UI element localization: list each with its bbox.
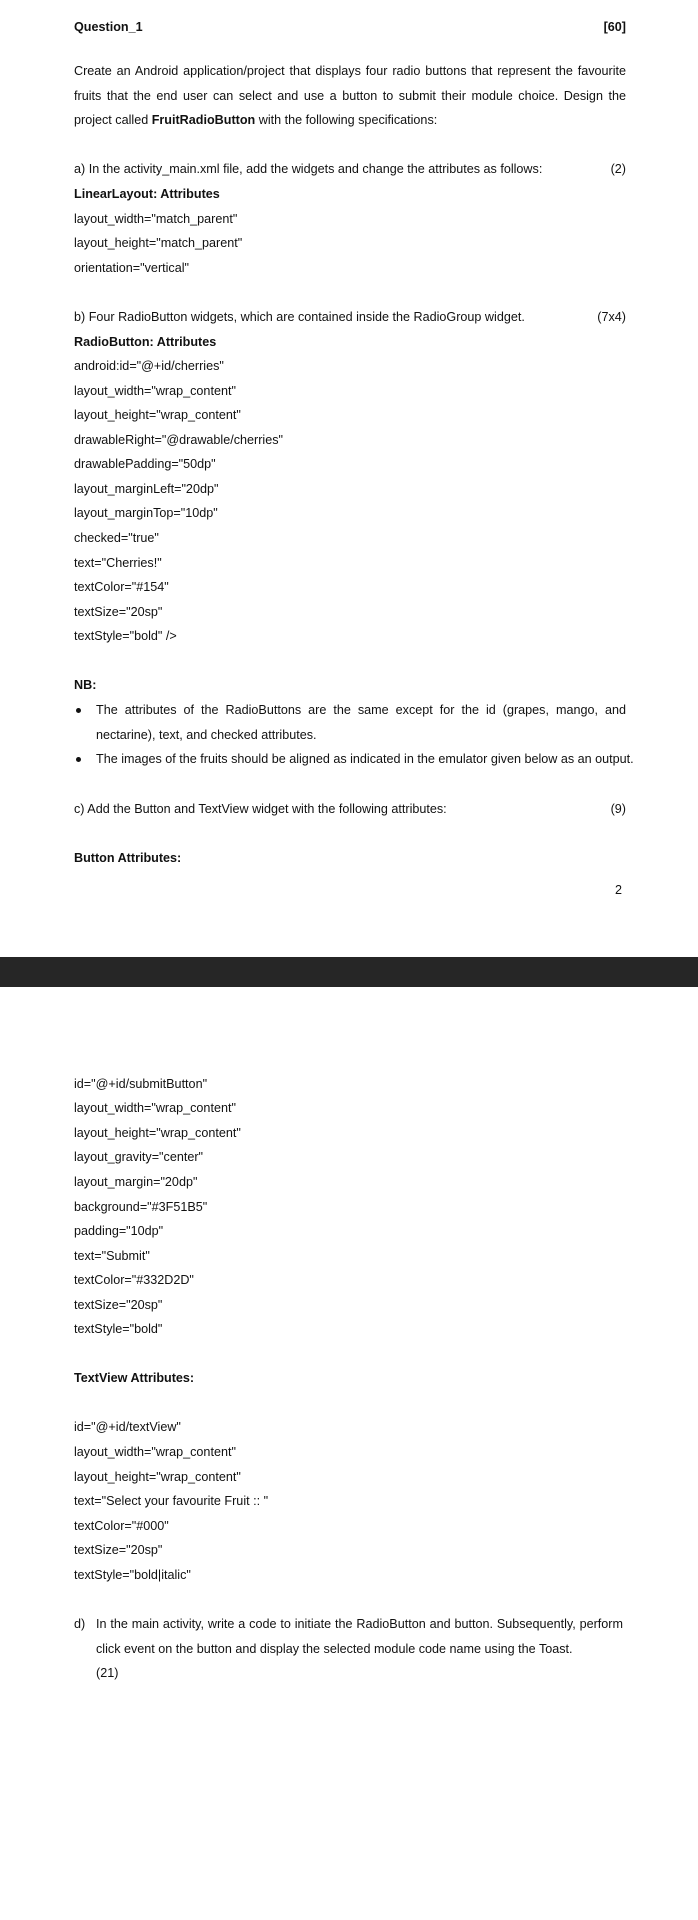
attribute-line: textColor="#000" [74, 1519, 169, 1533]
attribute-line: layout_gravity="center" [74, 1150, 203, 1164]
attribute-line: layout_marginTop="10dp" [74, 506, 218, 520]
attribute-line: textSize="20sp" [74, 1298, 163, 1312]
attribute-line: layout_width="wrap_content" [74, 384, 236, 398]
attribute-line: text="Cherries!" [74, 556, 162, 570]
page-separator [0, 957, 698, 987]
attribute-line: id="@+id/textView" [74, 1420, 181, 1434]
part-c-instruction: c) Add the Button and TextView widget with the following attributes: [74, 802, 447, 816]
attribute-line: checked="true" [74, 531, 159, 545]
attribute-line: layout_margin="20dp" [74, 1175, 198, 1189]
attribute-line: background="#3F51B5" [74, 1200, 208, 1214]
button-attributes-title: Button Attributes: [74, 851, 182, 865]
question-heading: Question_1 [74, 20, 143, 34]
attribute-line: android:id="@+id/cherries" [74, 359, 224, 373]
page-number: 2 [614, 883, 622, 897]
total-marks: [60] [603, 20, 626, 34]
radiobutton-title: RadioButton: Attributes [74, 335, 217, 349]
attribute-line: textStyle="bold" [74, 1322, 163, 1336]
bullet-icon [76, 708, 81, 713]
project-name: FruitRadioButton [151, 113, 256, 127]
intro-text-end: with the following specifications: [255, 113, 438, 127]
attribute-line: layout_height="wrap_content" [74, 1126, 241, 1140]
attribute-line: layout_height="wrap_content" [74, 408, 241, 422]
attribute-line: layout_marginLeft="20dp" [74, 482, 219, 496]
attribute-line: layout_width="wrap_content" [74, 1101, 236, 1115]
linearlayout-title: LinearLayout: Attributes [74, 187, 220, 201]
part-c-marks: (9) [610, 802, 626, 816]
attribute-line: textStyle="bold" /> [74, 629, 177, 643]
attribute-line: textColor="#332D2D" [74, 1273, 194, 1287]
attribute-line: id="@+id/submitButton" [74, 1077, 208, 1091]
attribute-line: layout_height="wrap_content" [74, 1470, 241, 1484]
nb-bullet: The attributes of the RadioButtons are the same except for the id (grapes, mango, and nectarine), text, and checked attributes. [96, 703, 626, 742]
part-a-marks: (2) [610, 162, 626, 176]
attribute-line: textSize="20sp" [74, 605, 163, 619]
nb-bullet: The images of the fruits should be aligned as indicated in the emulator given below as an output. [96, 752, 634, 766]
bullet-icon [76, 757, 81, 762]
attribute-line: drawableRight="@drawable/cherries" [74, 433, 283, 447]
intro-paragraph [74, 59, 626, 133]
part-d-instruction: In the main activity, write a code to initiate the RadioButton and button. Subsequently, perform click event on the button and display the selected module code name using the Toast. [96, 1617, 623, 1656]
part-d-marks: (21) [96, 1666, 119, 1680]
attribute-line: padding="10dp" [74, 1224, 164, 1238]
attribute-line: layout_width="wrap_content" [74, 1445, 236, 1459]
attribute-line: layout_width="match_parent" [74, 212, 238, 226]
attribute-line: textStyle="bold|italic" [74, 1568, 191, 1582]
textview-attributes-title: TextView Attributes: [74, 1371, 195, 1385]
attribute-line: text="Select your favourite Fruit :: " [74, 1494, 269, 1508]
attribute-line: textSize="20sp" [74, 1543, 163, 1557]
nb-label: NB: [74, 678, 97, 692]
attribute-line: layout_height="match_parent" [74, 236, 243, 250]
part-a-instruction: a) In the activity_main.xml file, add the widgets and change the attributes as follows: [74, 162, 543, 176]
intro-text: Create an Android application/project that displays four radio buttons that represent the favourite fruits that the end user can select and use a button to submit their module choice. Design the project called [74, 64, 626, 127]
attribute-line: text="Submit" [74, 1249, 150, 1263]
part-b-marks: (7x4) [597, 310, 626, 324]
attribute-line: orientation="vertical" [74, 261, 189, 275]
attribute-line: drawablePadding="50dp" [74, 457, 216, 471]
part-d-label: d) [74, 1617, 86, 1631]
attribute-line: textColor="#154" [74, 580, 169, 594]
part-b-instruction: b) Four RadioButton widgets, which are contained inside the RadioGroup widget. [74, 310, 525, 324]
